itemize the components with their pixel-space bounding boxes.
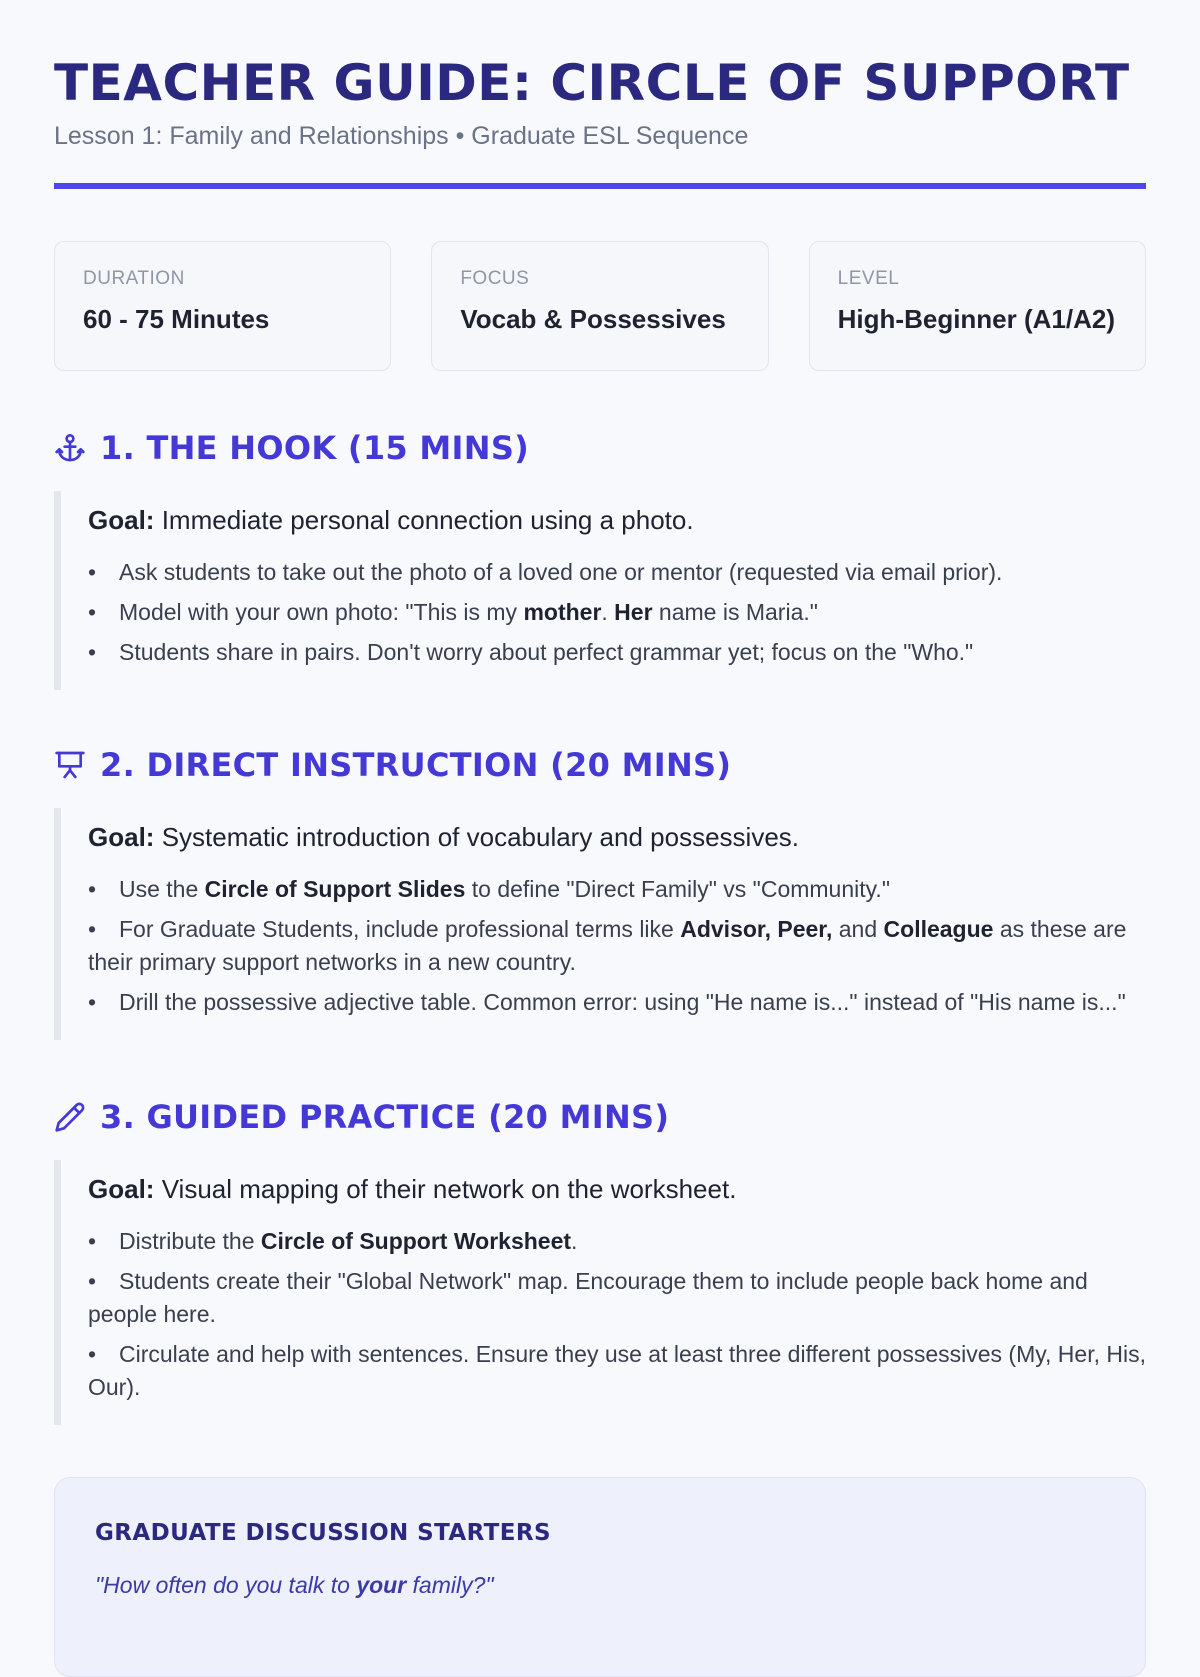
list-item	[88, 986, 1146, 1019]
list-item	[88, 1338, 1146, 1404]
emphasis-text: Circle of Support Worksheet	[260, 1228, 572, 1254]
bullet-marker: •	[88, 1268, 97, 1294]
section-goal	[88, 1174, 1146, 1205]
section-direct-instruction	[54, 746, 1146, 1040]
text-run: Distribute the	[119, 1228, 261, 1254]
bullet-marker: •	[88, 599, 97, 625]
card-value: 60 - 75 Minutes	[83, 304, 270, 334]
bullet-marker: •	[88, 639, 97, 665]
section-body	[54, 491, 1146, 690]
text-run: and	[832, 916, 884, 942]
goal-label: Goal:	[88, 822, 155, 852]
bullet-marker: •	[88, 1341, 97, 1367]
text-run: .	[601, 599, 615, 625]
text-run: Ask students to take out the photo of a loved one or mentor (requested via email prior).	[119, 559, 1003, 585]
page-title: TEACHER GUIDE: CIRCLE OF SUPPORT	[54, 54, 1130, 112]
emphasis-text: Her	[614, 599, 653, 625]
section-title: 2. DIRECT INSTRUCTION (20 MINS)	[100, 746, 732, 784]
section-goal	[88, 505, 1146, 536]
emphasis-text: Advisor, Peer,	[680, 916, 833, 942]
goal-label: Goal:	[88, 505, 155, 535]
focus-card	[431, 241, 768, 371]
text-run: For Graduate Students, include professional terms like	[119, 916, 681, 942]
bullet-marker: •	[88, 989, 97, 1015]
list-item	[88, 636, 1146, 669]
title-divider	[54, 183, 1146, 189]
section-hook	[54, 429, 1146, 690]
card-label: LEVEL	[837, 268, 900, 289]
section-guided-practice	[54, 1098, 1146, 1425]
section-body	[54, 1160, 1146, 1425]
goal-text: Systematic introduction of vocabulary and possessives.	[161, 822, 800, 852]
list-item	[88, 873, 1146, 906]
section-goal	[88, 822, 1146, 853]
bullet-marker: •	[88, 916, 97, 942]
bullet-marker: •	[88, 559, 97, 585]
list-item	[88, 913, 1146, 979]
discussion-starters-box	[54, 1477, 1146, 1677]
text-run: Circulate and help with sentences. Ensure they use at least three different possessives (My, Her, His, Our).	[88, 1341, 1146, 1400]
anchor-icon	[54, 432, 86, 464]
card-label: FOCUS	[460, 268, 530, 289]
duration-card	[54, 241, 391, 371]
text-run: Students create their "Global Network" map. Encourage them to include people back home and people here.	[88, 1268, 1088, 1327]
list-item	[88, 596, 1146, 629]
text-run: to define "Direct Family" vs "Community."	[465, 876, 890, 902]
list-item	[88, 1225, 1146, 1258]
text-run: Use the	[119, 876, 205, 902]
card-value: High-Beginner (A1/A2)	[837, 304, 1115, 334]
section-title: 1. THE HOOK (15 MINS)	[100, 429, 530, 467]
level-card	[809, 241, 1146, 371]
text-run: .	[571, 1228, 578, 1254]
goal-text: Immediate personal connection using a photo.	[161, 505, 694, 535]
goal-text: Visual mapping of their network on the worksheet.	[161, 1174, 737, 1204]
emphasis-text: mother	[523, 599, 602, 625]
pencil-icon	[54, 1101, 86, 1133]
card-label: DURATION	[83, 268, 185, 289]
text-run: Drill the possessive adjective table. Common error: using "He name is..." instead of "His name is..."	[119, 989, 1126, 1015]
emphasis-text: your	[356, 1572, 407, 1598]
text-run: name is Maria."	[652, 599, 818, 625]
goal-label: Goal:	[88, 1174, 155, 1204]
page-subtitle: Lesson 1: Family and Relationships • Graduate ESL Sequence	[54, 122, 749, 150]
bullet-list	[88, 873, 1146, 1019]
info-cards	[54, 241, 1146, 371]
text-run: family?"	[406, 1572, 494, 1598]
bullet-list	[88, 556, 1146, 669]
bullet-list	[88, 1225, 1146, 1404]
bullet-marker: •	[88, 876, 97, 902]
emphasis-text: Circle of Support Slides	[204, 876, 466, 902]
text-run: Model with your own photo: "This is my	[119, 599, 524, 625]
presentation-icon	[54, 749, 86, 781]
starter-question	[95, 1572, 1105, 1599]
card-value: Vocab & Possessives	[460, 304, 726, 334]
emphasis-text: Colleague	[883, 916, 994, 942]
starters-title: GRADUATE DISCUSSION STARTERS	[95, 1520, 551, 1546]
text-run: "How often do you talk to	[95, 1572, 357, 1598]
bullet-marker: •	[88, 1228, 97, 1254]
section-body	[54, 808, 1146, 1040]
text-run: Students share in pairs. Don't worry about perfect grammar yet; focus on the "Who."	[119, 639, 974, 665]
list-item	[88, 556, 1146, 589]
text-run: as these are their primary support networks in a new country.	[88, 916, 1127, 975]
section-title: 3. GUIDED PRACTICE (20 MINS)	[100, 1098, 670, 1136]
list-item	[88, 1265, 1146, 1331]
